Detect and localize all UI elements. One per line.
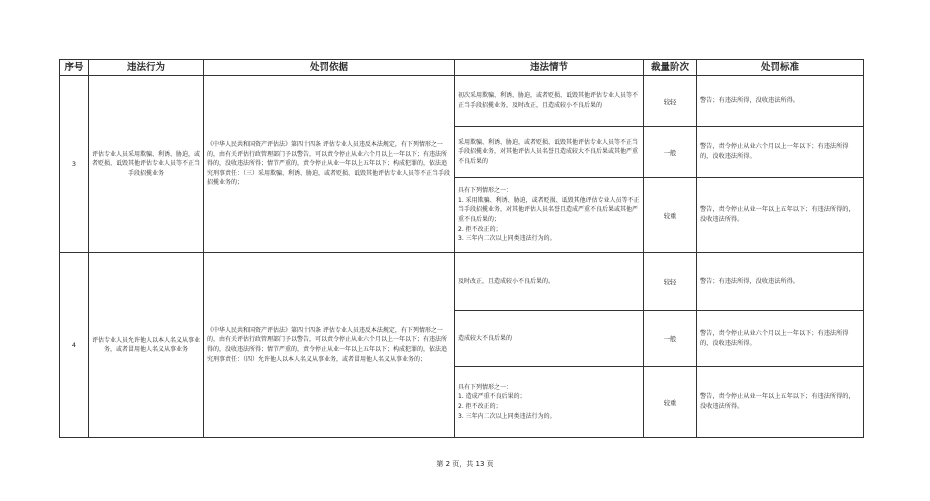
table-row — [60, 253, 864, 311]
table-header-row — [60, 60, 864, 76]
row-basis: 《中华人民共和国资产评估法》第四十四条 评估专业人员违反本法规定，有下列情形之一的，由有关评估行政管理部门予以警告，可以责令停止从业六个月以上一年以下；有违法所得的，没收违法所得；情节严重的，责令停止从业一年以上五年以下；构成犯罪的，依法追究刑事责任：（三）采用欺骗、利诱、胁迫，或者贬损、诋毁其他评估专业人员等不正当手段招揽业务的； — [204, 76, 455, 253]
header-violation: 违法行为 — [89, 60, 204, 76]
row-standard: 警告，责令停止从业一年以上五年以下；有违法所得的，没收违法所得。 — [697, 367, 864, 438]
penalty-table — [59, 59, 864, 438]
row-level: 较轻 — [644, 76, 697, 127]
row-standard: 警告；有违法所得，没收违法所得。 — [697, 253, 864, 311]
row-level: 一般 — [644, 311, 697, 367]
row-violation: 评估专业人员采用欺骗、利诱、胁迫，或者贬损、诋毁其他评估专业人员等不正当手段招揽业务 — [89, 76, 204, 253]
row-level: 一般 — [644, 127, 697, 178]
row-level: 较重 — [644, 178, 697, 253]
row-circumstance: 造成较大不良后果的 — [455, 311, 644, 367]
row-circumstance: 采用欺骗、利诱、胁迫，或者贬损、诋毁其他评估专业人员等不正当手段招揽业务，对其他评估人员名誉且造成较大不良后果或其他严重不良后果的 — [455, 127, 644, 178]
row-standard: 警告，责令停止从业六个月以上一年以下；有违法所得的，没收违法所得。 — [697, 127, 864, 178]
row-serial: 3 — [60, 76, 89, 253]
row-standard: 警告，责令停止从业一年以上五年以下；有违法所得的，没收违法所得。 — [697, 178, 864, 253]
table-row — [60, 76, 864, 127]
header-circumstance: 违法情节 — [455, 60, 644, 76]
page-footer: 第 2 页，共 13 页 — [436, 460, 494, 468]
row-standard: 警告；有违法所得，没收违法所得。 — [697, 76, 864, 127]
row-circumstance: 初次采用欺骗、利诱、胁迫，或者贬损、诋毁其他评估专业人员等不正当手段招揽业务，及时改正，且造成较小不良后果的 — [455, 76, 644, 127]
row-basis: 《中华人民共和国资产评估法》第四十四条 评估专业人员违反本法规定，有下列情形之一的，由有关评估行政管理部门予以警告，可以责令停止从业六个月以上一年以下；有违法所得的，没收违法所得；情节严重的，责令停止从业一年以上五年以下；构成犯罪的，依法追究刑事责任：（四）允许他人以本人名义从事业务，或者冒用他人名义从事业务的； — [204, 253, 455, 438]
header-standard: 处罚标准 — [697, 60, 864, 76]
row-circumstance: 具有下列情形之一： 1. 采用欺骗、利诱、胁迫，或者贬损、诋毁其他评估专业人员等不正当手段招揽业务，对其他评估人员名誉且造成严重不良后果或其他严重不良后果的； 2. 拒不改正的； 3. 三年内二次以上同类违法行为的。 — [455, 178, 644, 253]
header-basis: 处罚依据 — [204, 60, 455, 76]
row-violation: 评估专业人员允许他人以本人名义从事业务，或者冒用他人名义从事业务 — [89, 253, 204, 438]
row-circumstance: 具有下列情形之一： 1. 造成严重不良后果的； 2. 拒不改正的； 3. 三年内二次以上同类违法行为的。 — [455, 367, 644, 438]
row-level: 较轻 — [644, 253, 697, 311]
row-level: 较重 — [644, 367, 697, 438]
header-serial: 序号 — [60, 60, 89, 76]
row-standard: 警告，责令停止从业六个月以上一年以下；有违法所得的，没收违法所得。 — [697, 311, 864, 367]
row-circumstance: 及时改正，且造成较小不良后果的。 — [455, 253, 644, 311]
header-level: 裁量阶次 — [644, 60, 697, 76]
row-serial: 4 — [60, 253, 89, 438]
